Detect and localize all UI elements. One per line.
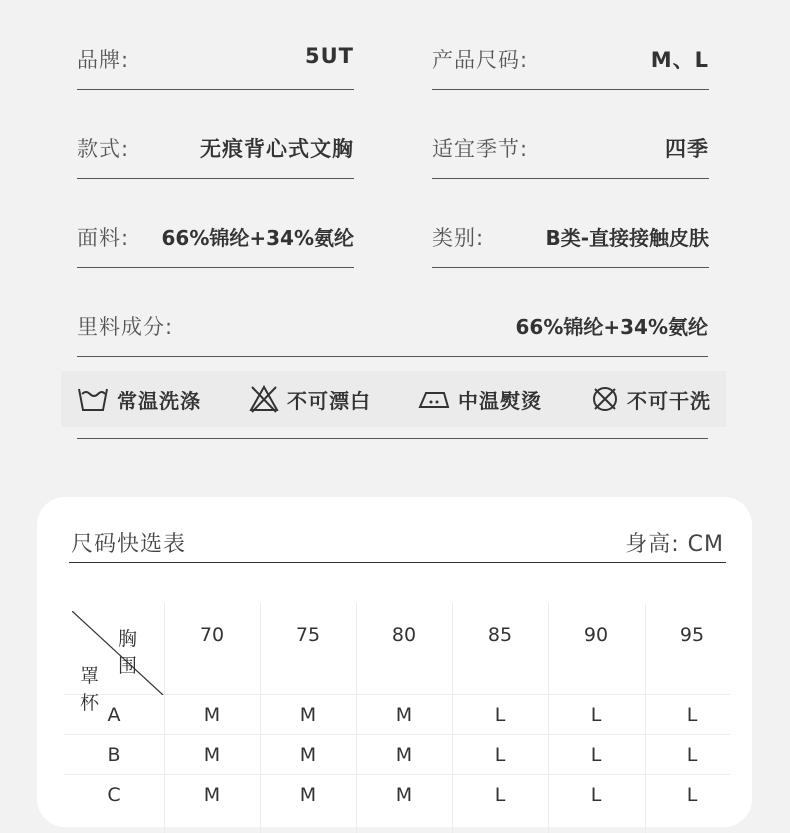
spec-lining (77, 267, 708, 357)
table-cell: L (590, 704, 602, 726)
size-value: M、L (650, 48, 709, 72)
column-header: 95 (679, 624, 705, 646)
grid-line (452, 603, 453, 833)
care-item-wash (77, 371, 201, 427)
table-cell: M (299, 704, 317, 726)
grid-line (164, 603, 165, 833)
table-cell: M (395, 744, 413, 766)
fabric-label: 面料: (77, 226, 130, 250)
divider (77, 356, 708, 357)
spec-size (432, 0, 709, 90)
lining-label: 里料成分: (77, 315, 174, 339)
table-cell: M (395, 704, 413, 726)
fabric-value: 66%锦纶+34%氨纶 (161, 226, 354, 250)
table-cell: L (590, 784, 602, 806)
spec-style (77, 89, 354, 179)
table-cell: M (299, 784, 317, 806)
care-label: 常温洗涤 (117, 388, 201, 413)
table-cell: L (494, 784, 506, 806)
corner-cup: 罩杯 (80, 665, 100, 714)
style-value: 无痕背心式文胸 (200, 137, 354, 161)
wash-basin-icon (77, 385, 109, 413)
spec-fabric (77, 178, 354, 268)
grid-line (64, 774, 730, 775)
column-header: 70 (199, 624, 225, 646)
column-header: 80 (391, 624, 417, 646)
care-label: 不可干洗 (627, 388, 711, 413)
table-cell: L (590, 744, 602, 766)
grid-line (356, 603, 357, 833)
row-cup: C (107, 784, 121, 806)
care-item-dryclean (591, 371, 711, 427)
column-header: 85 (487, 624, 513, 646)
size-label: 产品尺码: (432, 48, 529, 72)
grid-line (645, 603, 646, 833)
corner-bust: 胸围 (118, 628, 138, 677)
category-value: B类-直接接触皮肤 (545, 226, 709, 250)
size-chart-title: 尺码快选表 (71, 532, 187, 557)
spec-season (432, 89, 709, 179)
grid-line (64, 734, 730, 735)
table-cell: L (686, 784, 698, 806)
table-cell: L (686, 704, 698, 726)
table-cell: M (203, 744, 221, 766)
category-label: 类别: (432, 226, 485, 250)
size-chart-card (37, 497, 752, 827)
column-header: 75 (295, 624, 321, 646)
no-bleach-icon (249, 385, 279, 413)
table-cell: L (494, 744, 506, 766)
season-label: 适宜季节: (432, 137, 529, 161)
table-cell: M (203, 704, 221, 726)
no-dry-clean-icon (591, 385, 619, 413)
row-cup: A (107, 704, 121, 726)
iron-medium-icon (418, 387, 450, 411)
spec-category (432, 178, 709, 268)
table-cell: L (494, 704, 506, 726)
table-cell: L (686, 744, 698, 766)
season-value: 四季 (665, 137, 709, 161)
table-cell: M (203, 784, 221, 806)
table-cell: M (299, 744, 317, 766)
care-label: 中温熨烫 (458, 388, 542, 413)
divider (69, 562, 726, 563)
table-cell: M (395, 784, 413, 806)
column-header: 90 (583, 624, 609, 646)
care-label: 不可漂白 (287, 388, 371, 413)
grid-line (260, 603, 261, 833)
spec-brand (77, 0, 354, 90)
care-item-iron (418, 371, 542, 427)
grid-line (548, 603, 549, 833)
size-chart-unit: 身高: CM (625, 532, 724, 557)
care-item-bleach (249, 371, 371, 427)
brand-label: 品牌: (77, 48, 130, 72)
lining-value: 66%锦纶+34%氨纶 (515, 315, 708, 339)
brand-value: 5UT (305, 44, 354, 68)
row-cup: B (107, 744, 121, 766)
divider (77, 438, 708, 439)
care-instructions (61, 371, 726, 427)
style-label: 款式: (77, 137, 130, 161)
